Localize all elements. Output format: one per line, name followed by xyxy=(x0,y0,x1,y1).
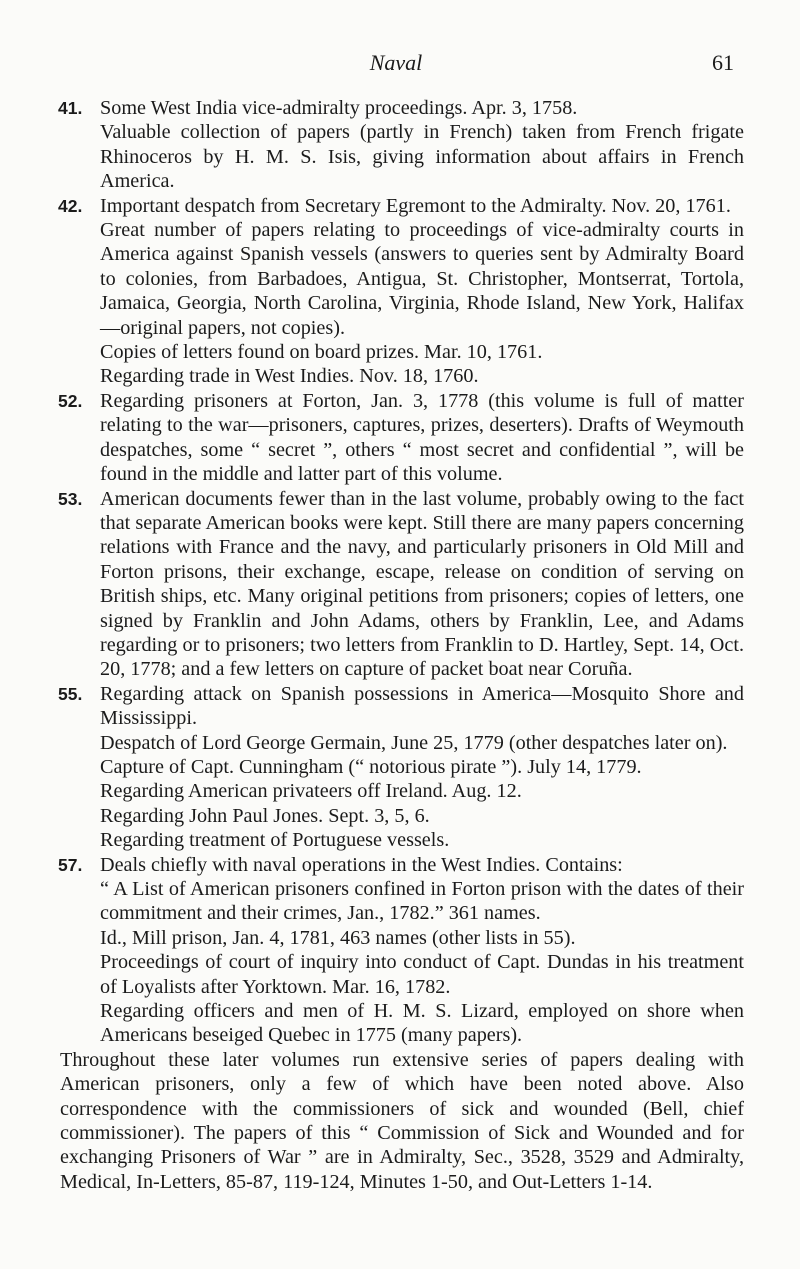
entry-line: Regarding prisoners at Forton, Jan. 3, 1778 (this volume is full of matter relating to the war—prisoners, captures, prizes, deserters). Drafts of Weymouth despatches, some “ secret ”, others “ most secret and confidential ”, will be found in the middle and latter part of this volume. xyxy=(100,389,744,486)
entry-line: Regarding trade in West Indies. Nov. 18, 1760. xyxy=(100,365,479,388)
closing-paragraph xyxy=(60,1048,744,1194)
entry-number: 57. xyxy=(58,854,83,875)
entry-number: 52. xyxy=(58,390,83,411)
entry-line: Regarding attack on Spanish possessions in America—Mosquito Shore and Mississippi. xyxy=(100,682,744,730)
entry-line: Despatch of Lord George Germain, June 25, 1779 (other despatches later on). xyxy=(100,731,728,754)
entry-57 xyxy=(60,853,744,1048)
entry-42 xyxy=(60,194,744,389)
entry-41 xyxy=(60,96,744,194)
entry-line: “ A List of American prisoners confined in Forton prison with the dates of their commitment and their crimes, Jan., 1782.” 361 names. xyxy=(100,878,744,925)
entry-line: Great number of papers relating to proceedings of vice-admiralty courts in America against Spanish vessels (answers to queries sent by Admiralty Board to colonies, from Barbadoes, Antigua, St. Christopher, Montserrat, Tortola, Jamaica, Georgia, North Carolina, Virginia, Rhode Island, New York, Halifax—original papers, not copies). xyxy=(100,219,744,339)
entry-line: Regarding American privateers off Ireland. Aug. 12. xyxy=(100,780,522,803)
entry-52 xyxy=(60,389,744,487)
entry-line: Copies of letters found on board prizes. Mar. 10, 1761. xyxy=(100,341,543,364)
running-header xyxy=(58,50,734,86)
entry-line: American documents fewer than in the last volume, probably owing to the fact that separate American books were kept. Still there are many papers concerning relations with France and the navy, and particularly prisoners in Old Mill and Forton prisons, their exchange, escape, release on condition of serving on British ships, etc. Many original petitions from prisoners; copies of letters, one signed by Franklin and John Adams, others by Franklin, Lee, and Adams regarding or to prisoners; two letters from Franklin to D. Hartley, Sept. 14, Oct. 20, 1778; and a few letters on capture of packet boat near Coruña. xyxy=(100,487,744,681)
entry-number: 41. xyxy=(58,98,83,118)
closing-text: Throughout these later volumes run extensive series of papers dealing with American prisoners, only a few of which have been noted above. Also correspondence with the commissioners of sick and wounded (Bell, chief commissioner). The papers of this “ Commission of Sick and Wounded and for exchanging Prisoners of War ” are in Admiralty, Sec., 3528, 3529 and Admiralty, Medical, In-Letters, 85-87, 119-124, Minutes 1-50, and Out-Letters 1-14. xyxy=(60,1048,744,1193)
entry-number: 53. xyxy=(58,488,83,509)
entry-line: Deals chiefly with naval operations in the West Indies. Contains: xyxy=(100,853,623,876)
page-number: 61 xyxy=(712,50,734,75)
header-title: Naval xyxy=(369,50,423,75)
entry-line: Proceedings of court of inquiry into conduct of Capt. Dundas in his treatment of Loyalists after Yorktown. Mar. 16, 1782. xyxy=(100,951,744,998)
entry-53 xyxy=(60,487,744,682)
entry-line: Capture of Capt. Cunningham (“ notorious pirate ”). July 14, 1779. xyxy=(100,755,642,778)
entry-line: Some West India vice-admiralty proceedings. Apr. 3, 1758. xyxy=(100,97,578,119)
entry-55 xyxy=(60,682,744,853)
entry-line: Id., Mill prison, Jan. 4, 1781, 463 names (other lists in 55). xyxy=(100,926,576,949)
entry-line: Valuable collection of papers (partly in French) taken from French frigate Rhinoceros by H. M. S. Isis, giving information about affairs in French America. xyxy=(100,121,744,193)
entry-line: Regarding treatment of Portuguese vessels. xyxy=(100,829,450,852)
entry-line: Regarding officers and men of H. M. S. Lizard, employed on shore when Americans beseiged Quebec in 1775 (many papers). xyxy=(100,1000,744,1047)
entry-line: Important despatch from Secretary Egremont to the Admiralty. Nov. 20, 1761. xyxy=(100,194,731,217)
entry-number: 42. xyxy=(58,195,83,216)
entry-number: 55. xyxy=(58,683,83,704)
entry-line: Regarding John Paul Jones. Sept. 3, 5, 6. xyxy=(100,804,430,827)
document-body xyxy=(60,96,744,1194)
